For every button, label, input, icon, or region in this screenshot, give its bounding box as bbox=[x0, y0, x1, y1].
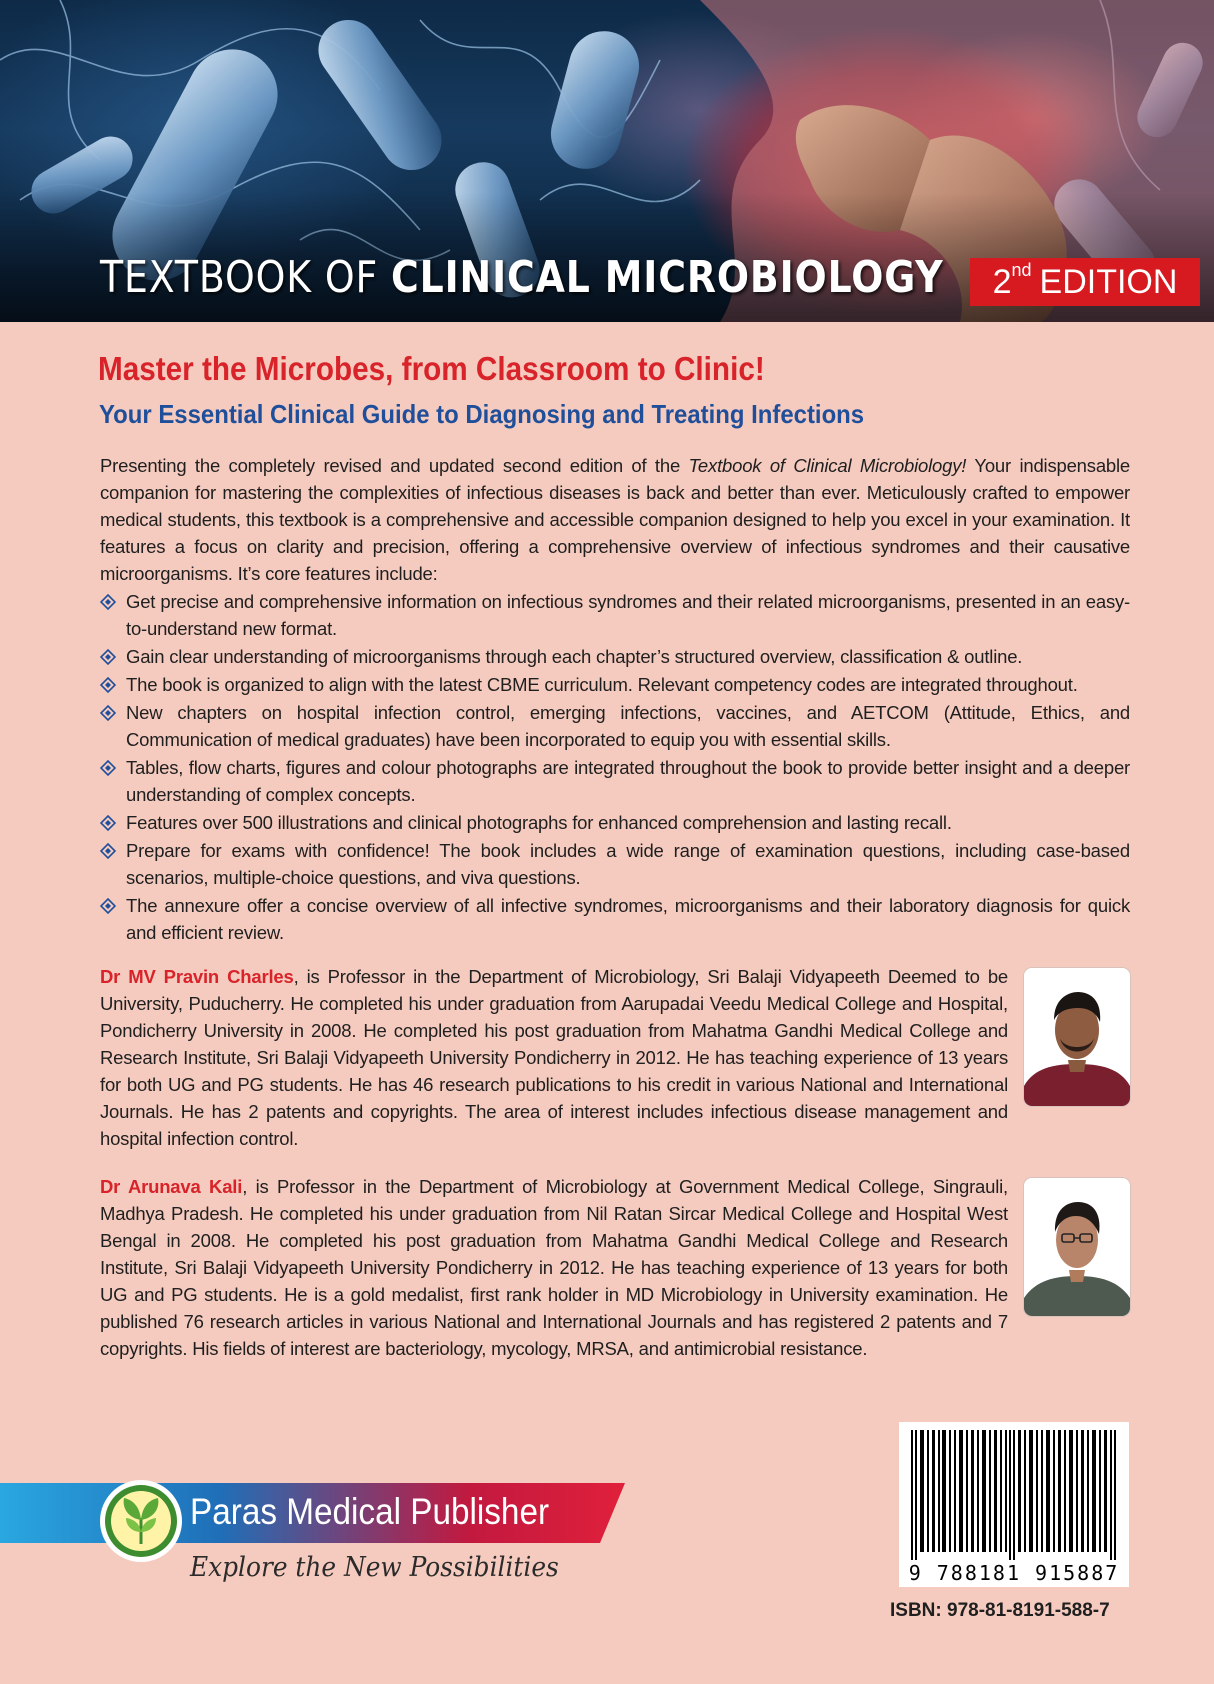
barcode-bars-icon bbox=[899, 1422, 1129, 1562]
edition-suffix: nd bbox=[1011, 259, 1032, 280]
author-photo-2 bbox=[1024, 1178, 1130, 1316]
author-bio-text-1: , is Professor in the Department of Microbiology, Sri Balaji Vidyapeeth Deemed to be University, Puducherry. He completed his under graduation from Aarupadai Veedu Medical College and Hospital, Pondicherry University in 2008. He completed his post graduation from Mahatma Gandhi Medical College and Research Institute, Sri Balaji Vidyapeeth University Pondicherry in 2012. He has teaching experience of 13 years for both UG and PG students. He has 46 research publications to his credit in various National and International Journals. He has 2 patents and copyrights. The area of interest includes infectious disease management and hospital infection control. bbox=[100, 966, 1008, 1149]
feature-text: Get precise and comprehensive information on infectious syndromes and their related microorganisms, presented in an easy-to-understand new format. bbox=[126, 591, 1130, 639]
feature-item bbox=[100, 892, 1130, 946]
author-name-2: Dr Arunava Kali bbox=[100, 1176, 243, 1197]
author-portrait-2-icon bbox=[1024, 1178, 1130, 1316]
feature-item bbox=[100, 643, 1130, 670]
feature-item bbox=[100, 699, 1130, 753]
publisher-tagline: Explore the New Possibilities bbox=[190, 1552, 559, 1583]
isbn: ISBN: 978-81-8191-588-7 bbox=[890, 1600, 1110, 1621]
barcode-number: 9 788181 915887 bbox=[908, 1561, 1120, 1585]
intro-paragraph bbox=[100, 452, 1130, 587]
feature-item bbox=[100, 588, 1130, 642]
intro-text-start: Presenting the completely revised and updated second edition of the bbox=[100, 455, 689, 476]
feature-text: The annexure offer a concise overview of all infective syndromes, microorganisms and their laboratory diagnosis for quick and efficient review. bbox=[126, 895, 1130, 943]
cover-title-part2: CLINICAL MICROBIOLOGY bbox=[391, 252, 944, 303]
intro-book-title: Textbook of Clinical Microbiology! bbox=[688, 455, 967, 476]
diamond-bullet-icon bbox=[100, 815, 116, 831]
diamond-bullet-icon bbox=[100, 705, 116, 721]
cover-title-part1: TEXTBOOK OF bbox=[100, 252, 392, 303]
diamond-bullet-icon bbox=[100, 649, 116, 665]
description-body bbox=[100, 452, 1130, 946]
author-bio-text-2: , is Professor in the Department of Microbiology at Government Medical College, Singrauli, Madhya Pradesh. He completed his under graduation from Nil Ratan Sircar Medical College and Hospital West Bengal in 2008. He completed his post graduation from Mahatma Gandhi Medical College and Research Institute, Sri Balaji Vidyapeeth University Pondicherry in 2012. He has teaching experience of 13 years for both UG and PG students. He is a gold medalist, first rank holder in MD Microbiology in University examination. He published 76 research articles in various National and International Journals and has registered 2 patents and 7 copyrights. His fields of interest are bacteriology, mycology, MRSA, and antimicrobial resistance. bbox=[100, 1176, 1008, 1359]
feature-text: Gain clear understanding of microorganisms through each chapter’s structured overview, classification & outline. bbox=[126, 646, 1023, 667]
headline: Master the Microbes, from Classroom to Clinic! bbox=[98, 350, 765, 387]
feature-text: Features over 500 illustrations and clinical photographs for enhanced comprehension and lasting recall. bbox=[126, 812, 952, 833]
feature-list bbox=[100, 588, 1130, 946]
feature-item bbox=[100, 754, 1130, 808]
author-bio-1 bbox=[100, 963, 1008, 1152]
feature-text: New chapters on hospital infection control, emerging infections, vaccines, and AETCOM (Attitude, Ethics, and Communication of medical graduates) have been incorporated to equip you with essential skills. bbox=[126, 702, 1130, 750]
edition-badge bbox=[970, 258, 1200, 306]
cover-title bbox=[100, 252, 944, 303]
author-bio-2 bbox=[100, 1173, 1008, 1362]
publisher-name: Paras Medical Publisher bbox=[190, 1491, 550, 1532]
publisher-logo-icon bbox=[98, 1478, 184, 1564]
diamond-bullet-icon bbox=[100, 760, 116, 776]
diamond-bullet-icon bbox=[100, 898, 116, 914]
diamond-bullet-icon bbox=[100, 677, 116, 693]
feature-item bbox=[100, 809, 1130, 836]
feature-text: The book is organized to align with the latest CBME curriculum. Relevant competency codes are integrated throughout. bbox=[126, 674, 1078, 695]
feature-item bbox=[100, 671, 1130, 698]
edition-number: 2 bbox=[992, 262, 1012, 301]
subheadline: Your Essential Clinical Guide to Diagnosing and Treating Infections bbox=[99, 399, 865, 429]
intro-text-end: Your indispensable companion for mastering the complexities of infectious diseases is back and better than ever. Meticulously crafted to empower medical students, this textbook is a comprehensive and accessible companion designed to help you excel in your examination. It features a focus on clarity and precision, offering a comprehensive overview of infectious syndromes and their causative microorganisms. It’s core features include: bbox=[100, 455, 1130, 584]
edition-label: EDITION bbox=[1039, 262, 1178, 301]
author-photo-1 bbox=[1024, 968, 1130, 1106]
feature-item bbox=[100, 837, 1130, 891]
diamond-bullet-icon bbox=[100, 594, 116, 610]
feature-text: Tables, flow charts, figures and colour photographs are integrated throughout the book to provide better insight and a deeper understanding of complex concepts. bbox=[126, 757, 1130, 805]
cover-hero-image bbox=[0, 0, 1214, 322]
author-name-1: Dr MV Pravin Charles bbox=[100, 966, 294, 987]
author-portrait-1-icon bbox=[1024, 968, 1130, 1106]
feature-text: Prepare for exams with confidence! The book includes a wide range of examination questions, including case-based scenarios, multiple-choice questions, and viva questions. bbox=[126, 840, 1130, 888]
diamond-bullet-icon bbox=[100, 843, 116, 859]
